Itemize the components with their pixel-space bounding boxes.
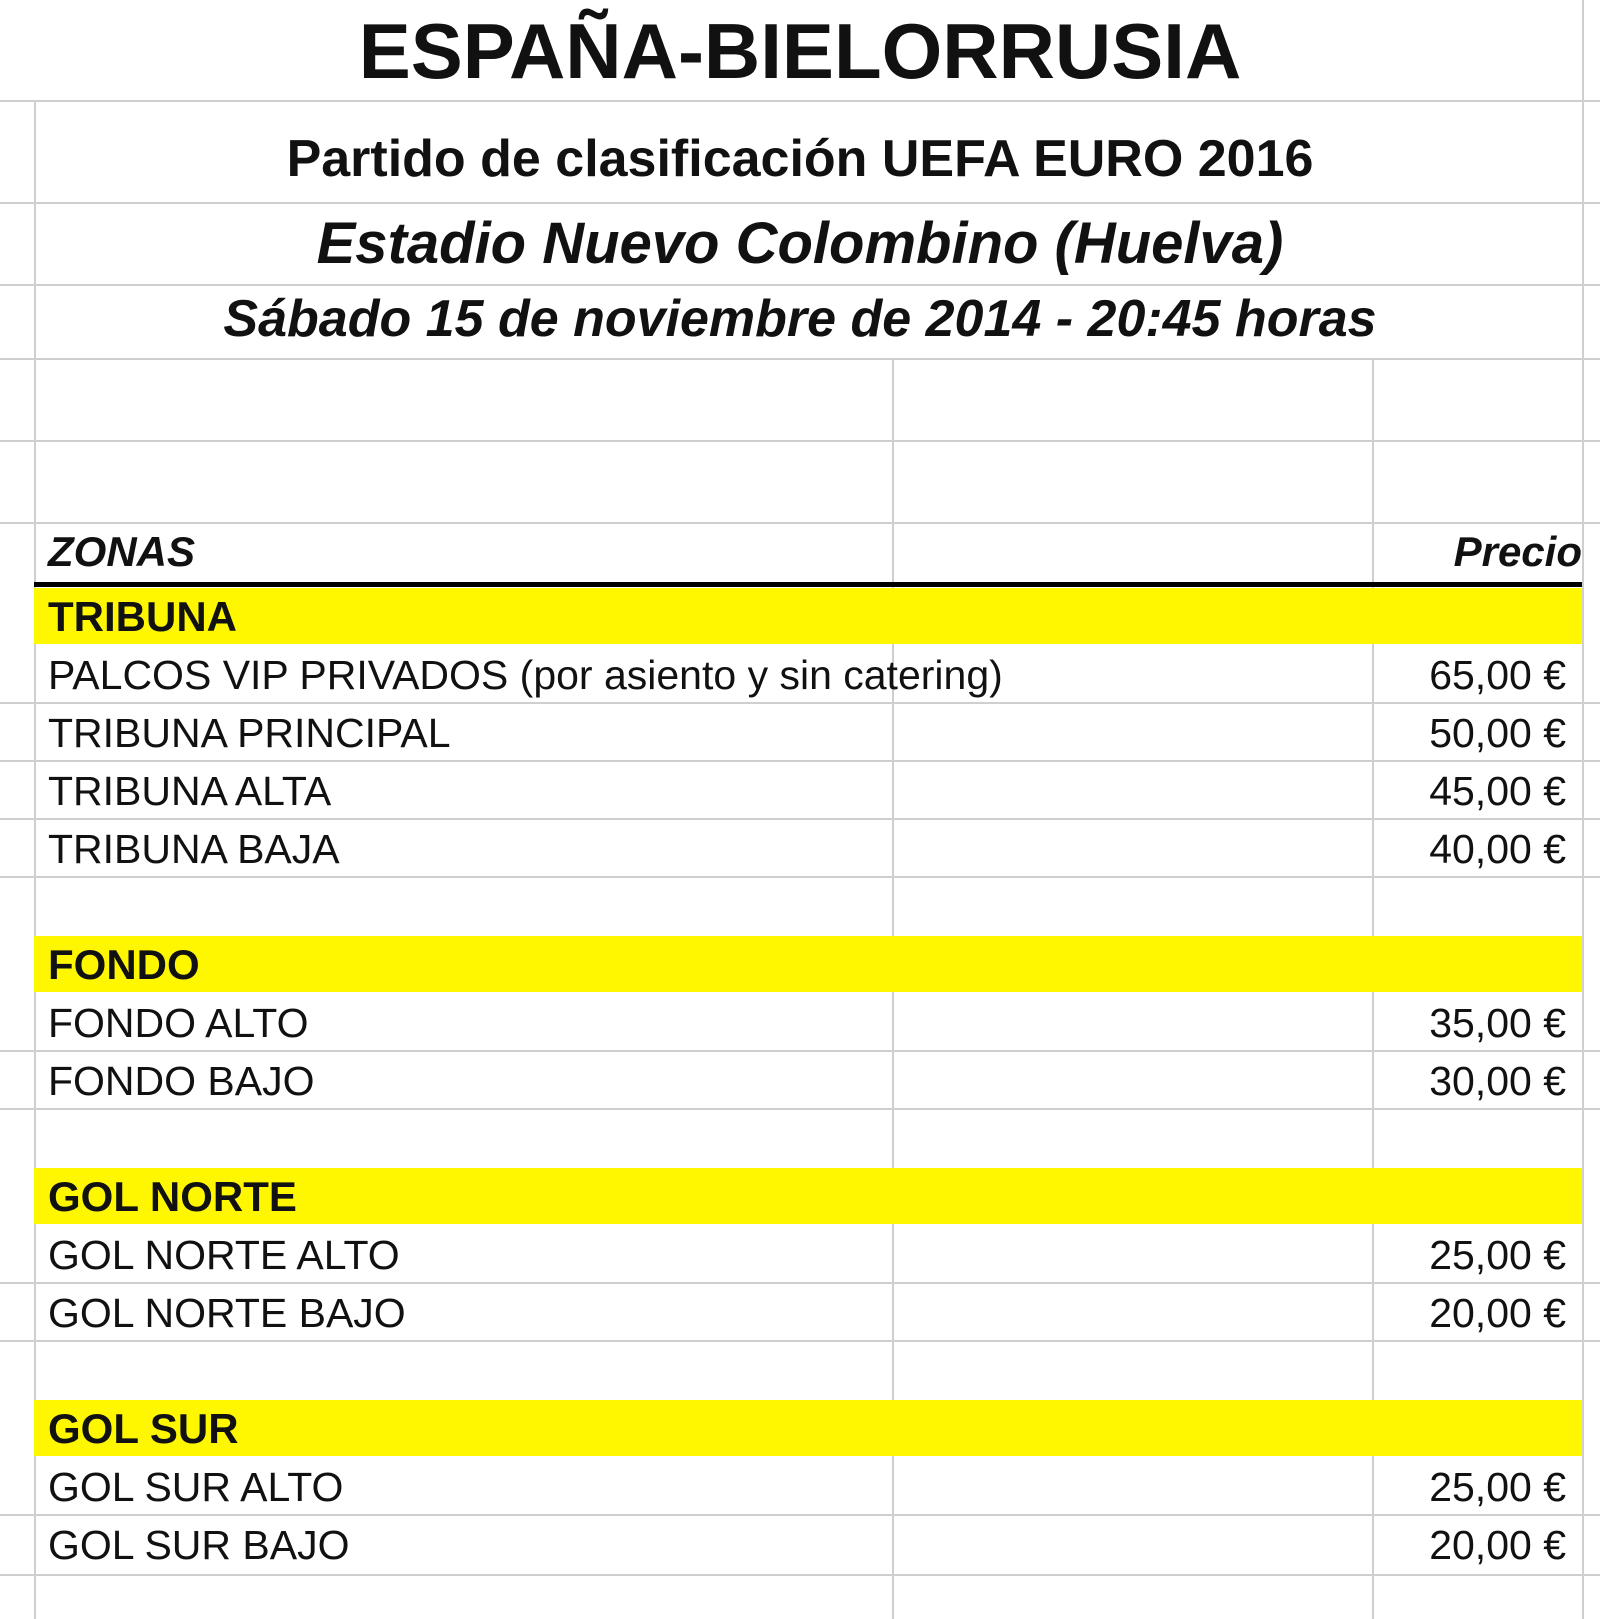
table-row <box>34 1284 1582 1342</box>
grid-line <box>0 100 1600 102</box>
table-row <box>34 994 1582 1052</box>
section-header-gol-sur <box>34 1400 1582 1456</box>
section-header-gol-norte <box>34 1168 1582 1224</box>
zone-label: GOL NORTE ALTO <box>48 1232 400 1278</box>
zone-label: FONDO ALTO <box>48 1000 309 1046</box>
section-header-fondo <box>34 936 1582 992</box>
zone-label: TRIBUNA BAJA <box>48 826 340 872</box>
page-title: ESPAÑA-BIELORRUSIA <box>358 7 1242 95</box>
section-label: TRIBUNA <box>48 593 237 640</box>
column-header-precio: Precio <box>1453 528 1582 575</box>
table-row <box>34 1458 1582 1516</box>
zone-label: FONDO BAJO <box>48 1058 315 1104</box>
stadium-name: Estadio Nuevo Colombino (Huelva) <box>316 211 1284 276</box>
table-row <box>34 1226 1582 1284</box>
zone-label: PALCOS VIP PRIVADOS (por asiento y sin catering) <box>48 652 1003 698</box>
grid-line <box>0 358 1600 360</box>
grid-line <box>0 522 1600 524</box>
section-header-tribuna <box>34 588 1582 644</box>
table-row <box>34 646 1582 704</box>
grid-line <box>0 202 1600 204</box>
header-divider <box>34 582 1582 587</box>
zone-price: 25,00 € <box>1429 1232 1566 1278</box>
zone-price: 45,00 € <box>1429 768 1566 814</box>
zone-price: 30,00 € <box>1429 1058 1566 1104</box>
table-row <box>34 762 1582 820</box>
zone-label: GOL NORTE BAJO <box>48 1290 406 1336</box>
section-label: FONDO <box>48 941 200 988</box>
zone-label: TRIBUNA ALTA <box>48 768 332 814</box>
match-date: Sábado 15 de noviembre de 2014 - 20:45 horas <box>223 290 1377 348</box>
grid-line <box>0 1574 1600 1576</box>
zone-price: 50,00 € <box>1429 710 1566 756</box>
match-subtitle: Partido de clasificación UEFA EURO 2016 <box>286 130 1314 188</box>
grid-line <box>0 440 1600 442</box>
table-row <box>34 820 1582 878</box>
table-row <box>34 1516 1582 1574</box>
zone-price: 40,00 € <box>1429 826 1566 872</box>
zone-label: GOL SUR ALTO <box>48 1464 344 1510</box>
table-row <box>34 704 1582 762</box>
zone-price: 20,00 € <box>1429 1522 1566 1568</box>
zone-label: GOL SUR BAJO <box>48 1522 350 1568</box>
section-label: GOL NORTE <box>48 1173 297 1220</box>
section-label: GOL SUR <box>48 1405 239 1452</box>
zone-price: 20,00 € <box>1429 1290 1566 1336</box>
zone-price: 65,00 € <box>1429 652 1566 698</box>
column-header-zonas: ZONAS <box>48 528 195 575</box>
zone-label: TRIBUNA PRINCIPAL <box>48 710 451 756</box>
zone-price: 25,00 € <box>1429 1464 1566 1510</box>
table-row <box>34 1052 1582 1110</box>
zone-price: 35,00 € <box>1429 1000 1566 1046</box>
